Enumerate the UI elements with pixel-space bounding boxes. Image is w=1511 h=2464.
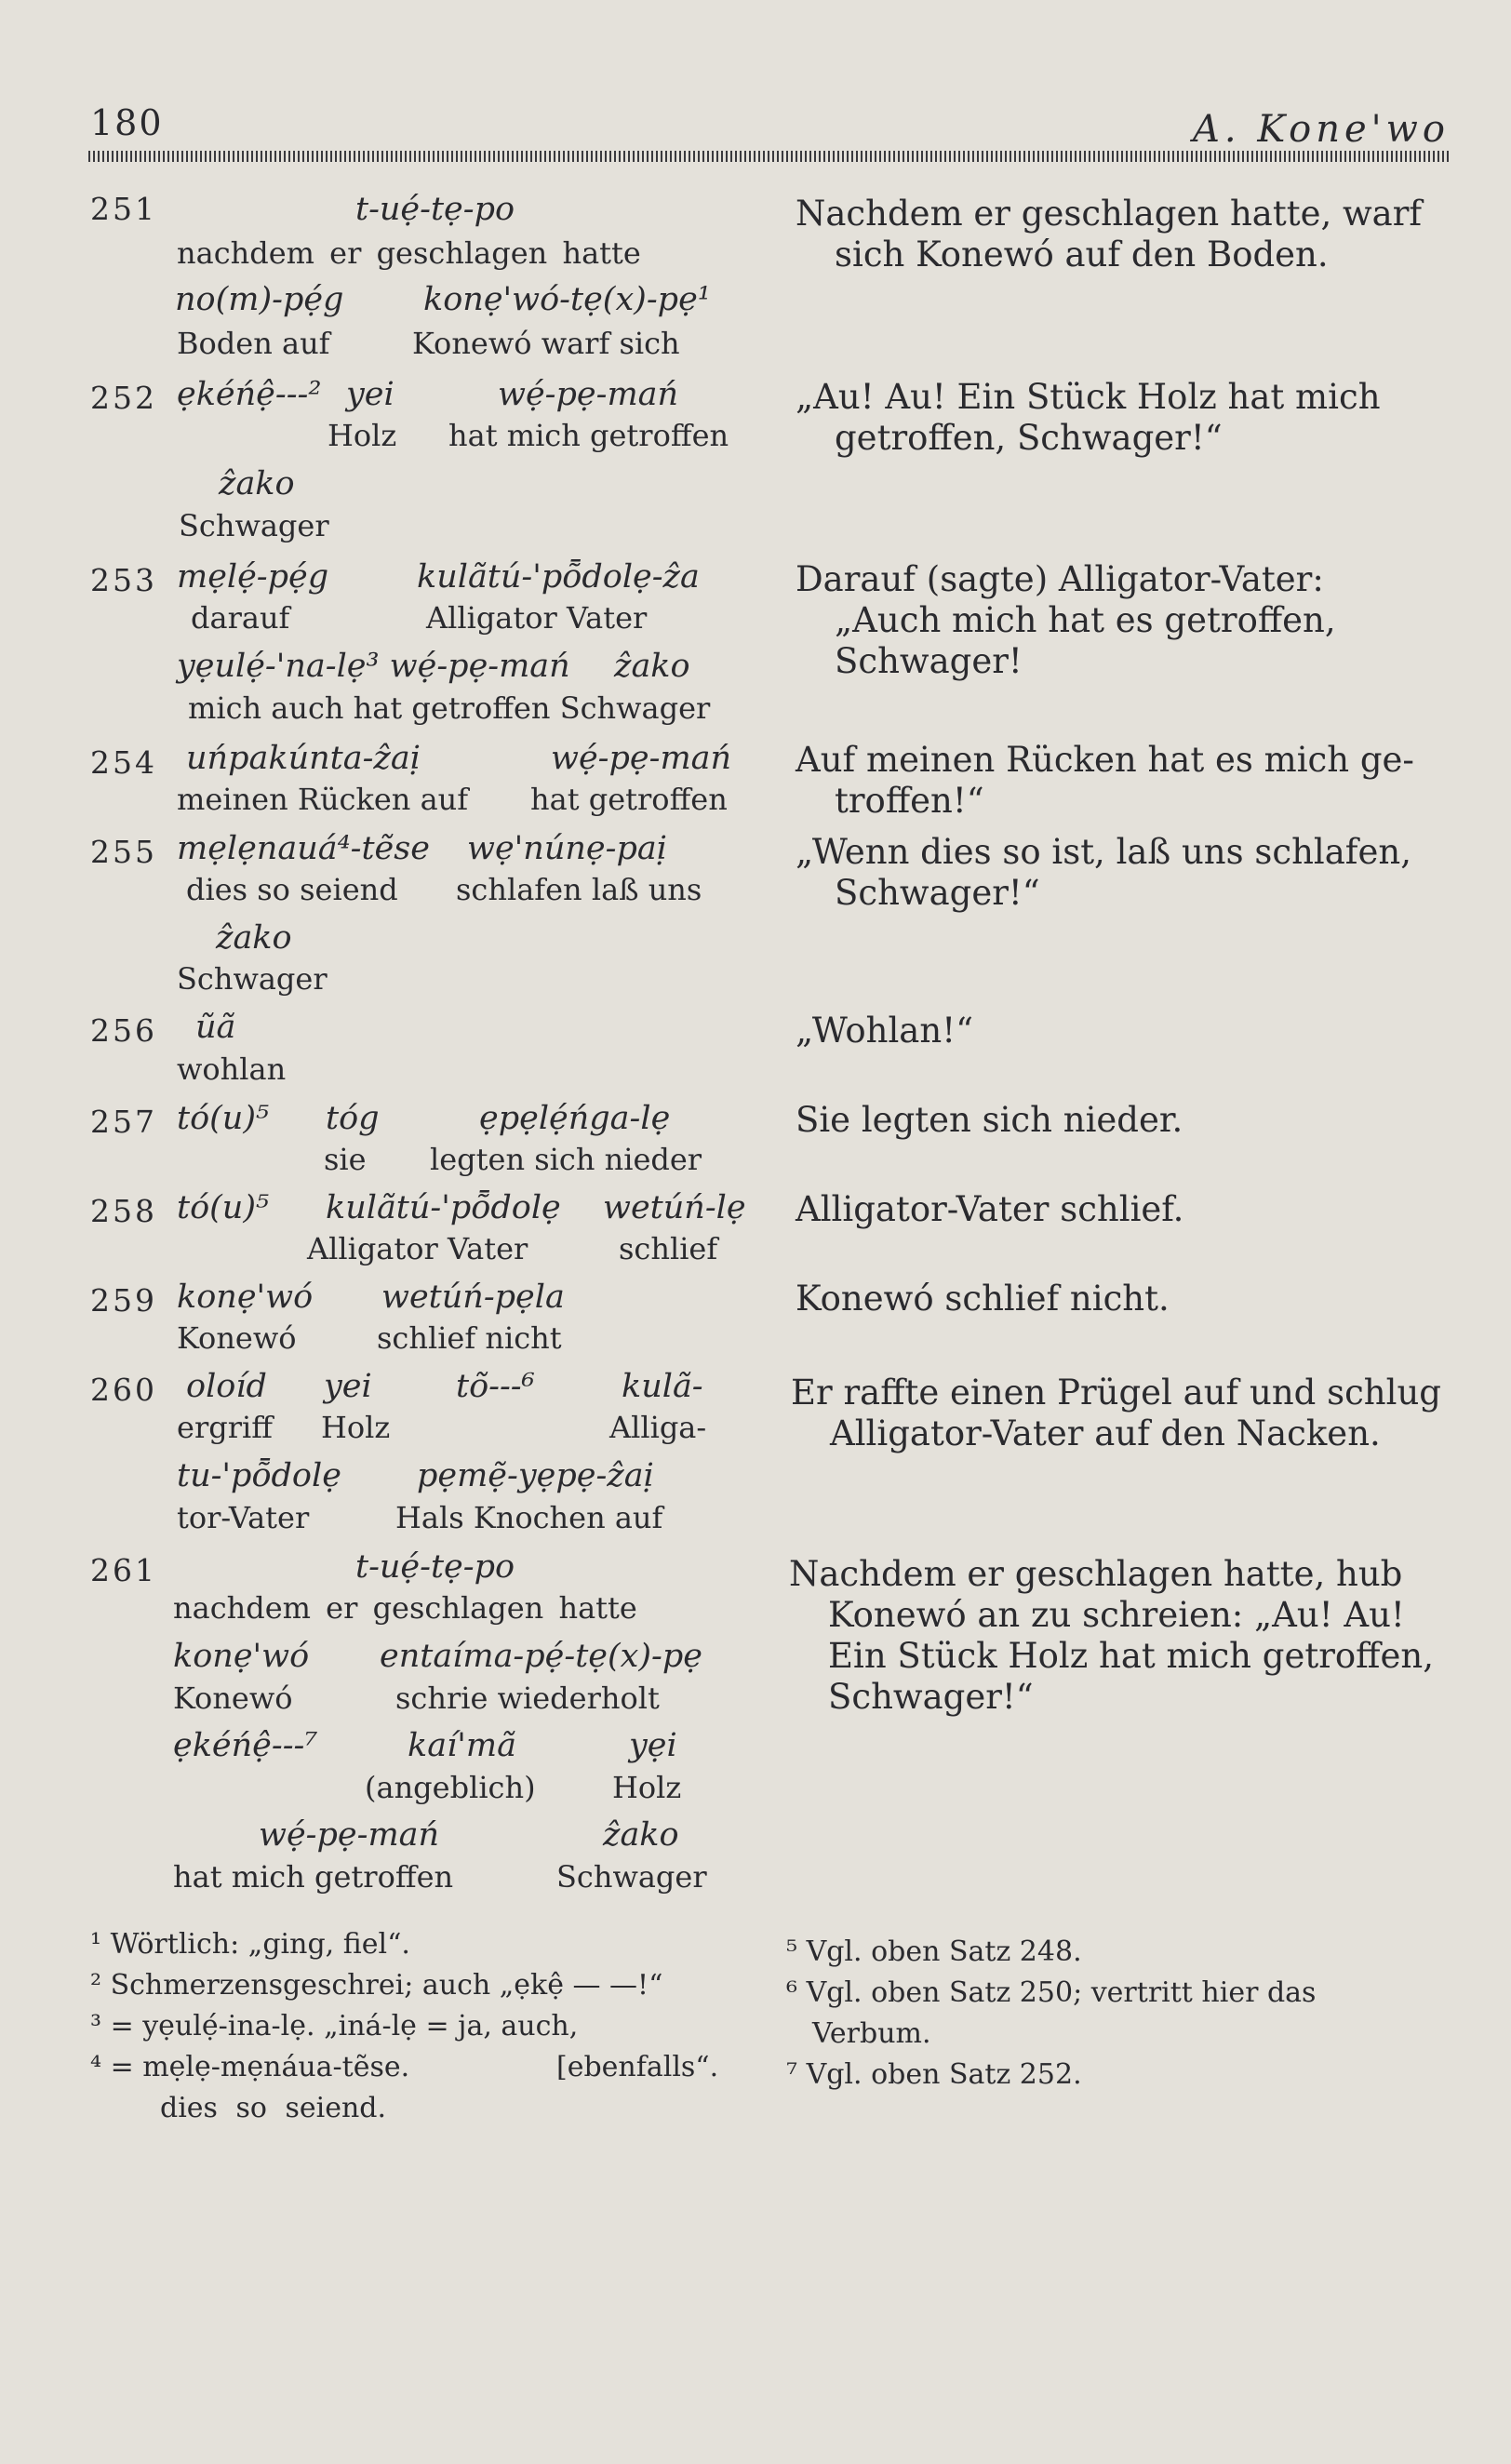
source-word: uńpakúnta-ẑaị bbox=[186, 740, 421, 777]
gloss: Holz bbox=[328, 418, 397, 453]
source-word: yẹi bbox=[629, 1727, 677, 1764]
source-word: t-uẹ́-tẹ-po bbox=[355, 191, 515, 228]
gloss: schrie wiederholt bbox=[395, 1681, 660, 1716]
source-word: ẑako bbox=[603, 1816, 679, 1854]
translation-260 bbox=[791, 1373, 1441, 1454]
source-word: yei bbox=[346, 376, 394, 413]
translation-259 bbox=[796, 1279, 1170, 1319]
gloss: nachdem er geschlagen hatte bbox=[173, 1590, 637, 1626]
gloss: Schwager bbox=[177, 961, 328, 997]
sentence-number: 253 bbox=[90, 562, 157, 598]
source-word: wẹ'núnẹ-paị bbox=[467, 830, 667, 867]
gloss: Schwager bbox=[556, 1859, 707, 1895]
source-word: ẑako bbox=[219, 465, 295, 502]
gloss: Alliga- bbox=[609, 1410, 707, 1445]
translation-line: Auf meinen Rücken hat es mich ge- bbox=[796, 740, 1414, 780]
sentence-number: 258 bbox=[90, 1193, 157, 1229]
translation-line: Konewó an zu schreien: „Au! Au! bbox=[828, 1595, 1405, 1635]
source-word: konẹ'wó bbox=[177, 1279, 314, 1316]
gloss: Konewó bbox=[177, 1320, 297, 1356]
gloss: ergriff bbox=[177, 1410, 273, 1445]
translation-line: Schwager!“ bbox=[835, 873, 1040, 913]
gloss: hat getroffen bbox=[530, 782, 728, 817]
sentence-number: 259 bbox=[90, 1282, 157, 1319]
gloss: wohlan bbox=[177, 1051, 287, 1087]
gloss: mich auch hat getroffen Schwager bbox=[188, 690, 711, 726]
source-word: t-uẹ́-tẹ-po bbox=[355, 1548, 515, 1586]
sentence-number: 255 bbox=[90, 834, 157, 870]
source-word: wẹ́-pẹ-mań bbox=[551, 740, 732, 777]
sentence-number: 260 bbox=[90, 1372, 157, 1408]
gloss: legten sich nieder bbox=[430, 1142, 702, 1177]
gloss: Alligator Vater bbox=[426, 600, 648, 636]
gloss: Boden auf bbox=[177, 326, 330, 361]
source-word: wetúń-pẹla bbox=[381, 1279, 565, 1316]
source-word: ẹkéńệ---² bbox=[177, 376, 322, 413]
gloss: (angeblich) bbox=[365, 1770, 536, 1805]
source-word: ũã bbox=[195, 1009, 236, 1046]
translation-251 bbox=[796, 194, 1422, 275]
source-word: pẹmẹ̃-yẹpẹ-ẑaị bbox=[417, 1457, 654, 1494]
translation-line: troffen!“ bbox=[835, 781, 984, 821]
translation-253 bbox=[796, 559, 1336, 682]
page-number: 180 bbox=[90, 102, 164, 143]
footnote: ⁶ Vgl. oben Satz 250; vertritt hier das bbox=[786, 1976, 1317, 2009]
translation-line: getroffen, Schwager!“ bbox=[835, 418, 1223, 458]
source-word: mẹlẹnauá⁴-tẽse bbox=[177, 830, 430, 867]
sentence-number: 257 bbox=[90, 1104, 157, 1140]
footnote: ¹ Wörtlich: „ging, fiel“. bbox=[90, 1928, 410, 1961]
source-word: tó(u)⁵ bbox=[177, 1100, 270, 1137]
source-word: ẑako bbox=[216, 919, 292, 957]
source-word: yẹulẹ́-'na-lẹ³ wẹ́-pẹ-mań bbox=[177, 648, 570, 685]
footnote-continuation: [ebenfalls“. bbox=[556, 2051, 719, 2083]
source-word: tó(u)⁵ bbox=[177, 1189, 270, 1226]
translation-257 bbox=[796, 1100, 1183, 1141]
gloss: Holz bbox=[321, 1410, 391, 1445]
footnote-continuation: Verbum. bbox=[812, 2017, 931, 2050]
source-word: tu-'pȭdolẹ bbox=[177, 1457, 341, 1494]
translation-line: „Wohlan!“ bbox=[796, 1011, 973, 1051]
running-title: A. Kone'wo bbox=[1193, 108, 1450, 151]
translation-line: Alligator-Vater auf den Nacken. bbox=[830, 1413, 1381, 1453]
source-word: no(m)-pẹ́g bbox=[175, 281, 344, 318]
translation-line: „Au! Au! Ein Stück Holz hat mich bbox=[796, 377, 1381, 417]
source-word: tóg bbox=[326, 1100, 380, 1137]
gloss: Holz bbox=[612, 1770, 682, 1805]
footnote: ⁵ Vgl. oben Satz 248. bbox=[786, 1935, 1082, 1968]
gloss: schlief nicht bbox=[377, 1320, 562, 1356]
source-word: tõ---⁶ bbox=[456, 1368, 535, 1405]
sentence-number: 254 bbox=[90, 744, 157, 781]
translation-line: „Wenn dies so ist, laß uns schlafen, bbox=[796, 832, 1411, 872]
source-word: entaíma-pẹ́-tẹ(x)-pẹ bbox=[380, 1638, 702, 1675]
translation-line: sich Konewó auf den Boden. bbox=[835, 234, 1329, 275]
source-word: kulãtú-'pȭdolẹ-ẑa bbox=[417, 558, 700, 596]
source-word: oloíd bbox=[186, 1368, 267, 1405]
translation-line: Nachdem er geschlagen hatte, hub bbox=[789, 1554, 1403, 1594]
translation-line: „Auch mich hat es getroffen, bbox=[835, 600, 1336, 640]
translation-line: Sie legten sich nieder. bbox=[796, 1100, 1183, 1140]
header-rule bbox=[88, 151, 1449, 162]
gloss: hat mich getroffen bbox=[448, 418, 729, 453]
source-word: kulãtú-'pȭdolẹ bbox=[326, 1189, 561, 1226]
gloss: dies so seiend bbox=[186, 872, 398, 907]
translation-line: Alligator-Vater schlief. bbox=[796, 1189, 1184, 1229]
translation-254 bbox=[796, 740, 1414, 822]
footnote: ⁷ Vgl. oben Satz 252. bbox=[786, 2058, 1082, 2091]
footnote: ⁴ = mẹlẹ-mẹnáua-tẽse. bbox=[90, 2051, 410, 2083]
source-word: wẹ́-pẹ-mań bbox=[498, 376, 679, 413]
translation-line: Ein Stück Holz hat mich getroffen, bbox=[828, 1636, 1434, 1676]
footnote-gloss: dies so seiend. bbox=[160, 2092, 387, 2124]
gloss: hat mich getroffen bbox=[173, 1859, 454, 1895]
gloss: Alligator Vater bbox=[307, 1231, 528, 1266]
translation-256 bbox=[796, 1011, 973, 1051]
gloss: Konewó warf sich bbox=[412, 326, 680, 361]
translation-line: Nachdem er geschlagen hatte, warf bbox=[796, 194, 1423, 234]
translation-line: Er raffte einen Prügel auf und schlug bbox=[791, 1373, 1441, 1413]
translation-line: Schwager! bbox=[835, 641, 1023, 681]
gloss: nachdem er geschlagen hatte bbox=[177, 235, 641, 271]
translation-252 bbox=[796, 377, 1381, 459]
translation-line: Schwager!“ bbox=[828, 1677, 1034, 1717]
translation-261 bbox=[789, 1554, 1434, 1718]
source-word: ẹpẹlẹ́ńga-lẹ bbox=[479, 1100, 671, 1137]
sentence-number: 252 bbox=[90, 380, 157, 416]
source-word: wẹ́-pẹ-mań bbox=[259, 1816, 440, 1854]
sentence-number: 256 bbox=[90, 1012, 157, 1049]
source-word: konẹ'wó-tẹ(x)-pẹ¹ bbox=[423, 281, 711, 318]
gloss: darauf bbox=[191, 600, 290, 636]
translation-line: Konewó schlief nicht. bbox=[796, 1279, 1170, 1319]
gloss: schlief bbox=[619, 1231, 718, 1266]
translation-255 bbox=[796, 832, 1411, 914]
footnote: ² Schmerzensgeschrei; auch „ẹkệ — —!“ bbox=[90, 1969, 663, 2002]
gloss: meinen Rücken auf bbox=[177, 782, 469, 817]
gloss: Hals Knochen auf bbox=[395, 1500, 663, 1535]
sentence-number: 261 bbox=[90, 1552, 157, 1588]
source-word: kulã- bbox=[622, 1368, 703, 1405]
source-word: wetúń-lẹ bbox=[603, 1189, 746, 1226]
sentence-number: 251 bbox=[90, 191, 157, 227]
source-word: kaí'mã bbox=[408, 1727, 516, 1764]
source-word: ẹkéńệ---⁷ bbox=[173, 1727, 318, 1764]
translation-line: Darauf (sagte) Alligator-Vater: bbox=[796, 559, 1324, 599]
gloss: Konewó bbox=[173, 1681, 293, 1716]
gloss: tor-Vater bbox=[177, 1500, 310, 1535]
gloss: sie bbox=[324, 1142, 367, 1177]
translation-258 bbox=[796, 1189, 1183, 1230]
source-word: konẹ'wó bbox=[173, 1638, 310, 1675]
footnote: ³ = yẹulẹ́-ina-lẹ. „iná-lẹ = ja, auch, bbox=[90, 2010, 579, 2042]
source-word: ẑako bbox=[614, 648, 690, 685]
source-word: mẹlẹ́-pẹ́g bbox=[177, 558, 329, 596]
source-word: yei bbox=[324, 1368, 372, 1405]
gloss: schlafen laß uns bbox=[456, 872, 702, 907]
gloss: Schwager bbox=[179, 508, 329, 543]
